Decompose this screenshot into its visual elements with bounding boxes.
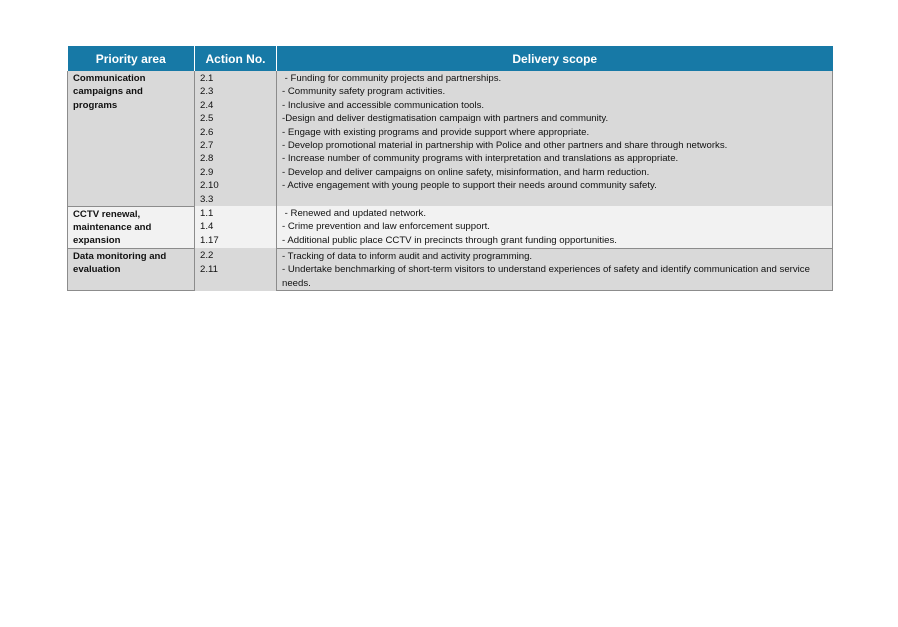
action-number: 2.7: [200, 140, 214, 152]
action-no-cell: [195, 71, 277, 206]
table-row: [68, 206, 833, 248]
action-number: 1.1: [200, 208, 214, 220]
priority-table: [67, 46, 833, 291]
table-row: [68, 248, 833, 290]
action-no-cell: [195, 206, 277, 248]
priority-area-cell: CCTV renewal, maintenance and expansion: [68, 206, 195, 248]
priority-area-cell: Communication campaigns and programs: [68, 71, 195, 206]
scope-item: - Develop promotional material in partnership with Police and other partners and share through networks.: [282, 140, 728, 152]
scope-item: - Crime prevention and law enforcement support.: [282, 221, 490, 233]
scope-item: -Design and deliver destigmatisation campaign with partners and community.: [282, 113, 609, 125]
scope-item: - Tracking of data to inform audit and activity programming.: [282, 250, 533, 262]
action-number: 2.10: [200, 180, 219, 192]
scope-item: - Active engagement with young people to support their needs around community safety.: [282, 180, 657, 192]
delivery-scope-cell: [277, 206, 833, 248]
delivery-scope-cell: [277, 71, 833, 206]
scope-item: - Engage with existing programs and provide support where appropriate.: [282, 126, 590, 138]
action-number: 2.4: [200, 99, 214, 111]
action-number: 2.6: [200, 126, 214, 138]
scope-item: - Develop and deliver campaigns on online safety, misinformation, and harm reduction.: [282, 166, 650, 178]
scope-item: - Undertake benchmarking of short-term visitors to understand experiences of safety and identify communication and service needs.: [282, 264, 810, 289]
delivery-scope-cell: [277, 248, 833, 290]
scope-item: - Increase number of community programs with interpretation and translations as appropriate.: [282, 153, 679, 165]
action-number: 1.4: [200, 221, 214, 233]
scope-item: - Funding for community projects and partnerships.: [282, 73, 502, 84]
header-delivery-scope: Delivery scope: [277, 46, 833, 71]
action-number: 2.5: [200, 113, 214, 125]
action-number: 2.11: [200, 263, 218, 275]
action-number: 2.9: [200, 166, 214, 178]
action-number: 2.1: [200, 73, 214, 84]
scope-item: - Renewed and updated network.: [282, 208, 426, 220]
action-number: 2.2: [200, 250, 214, 262]
action-number: 3.3: [200, 193, 214, 205]
action-number: 2.8: [200, 153, 214, 165]
action-no-cell: [195, 248, 277, 290]
priority-area-cell: Data monitoring and evaluation: [68, 248, 195, 290]
scope-item: - Additional public place CCTV in precincts through grant funding opportunities.: [282, 234, 617, 246]
action-number: 1.17: [200, 234, 219, 246]
header-priority-area: Priority area: [68, 46, 195, 71]
scope-item: - Community safety program activities.: [282, 86, 446, 98]
table-row: [68, 71, 833, 206]
scope-item: - Inclusive and accessible communication tools.: [282, 99, 485, 111]
header-action-no: Action No.: [195, 46, 277, 71]
table-header-row: [68, 46, 833, 71]
action-number: 2.3: [200, 86, 214, 98]
